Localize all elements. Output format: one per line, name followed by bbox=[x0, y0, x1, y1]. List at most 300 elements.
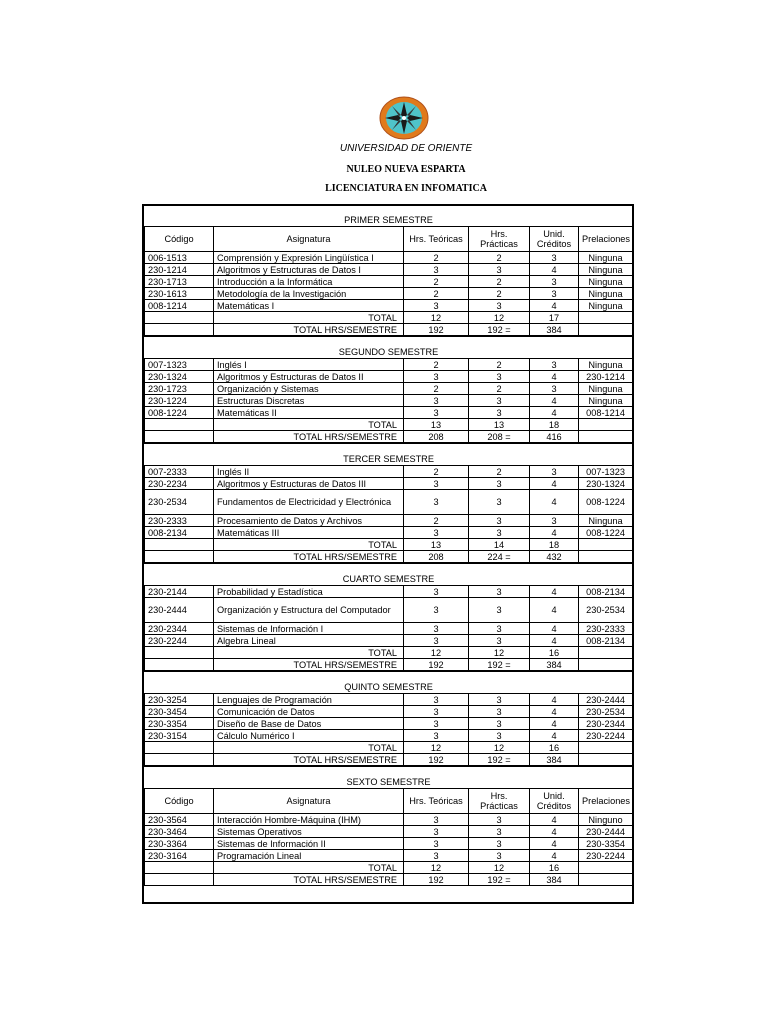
unid-creditos: 4 bbox=[530, 635, 579, 647]
total-hrs-row bbox=[145, 551, 633, 564]
total-value: 14 bbox=[469, 539, 530, 551]
semester-title-row bbox=[145, 563, 633, 586]
course-row bbox=[145, 264, 633, 276]
unid-creditos: 4 bbox=[530, 706, 579, 718]
total-value: 12 bbox=[469, 647, 530, 659]
hrs-teoricas: 3 bbox=[404, 598, 469, 623]
course-code: 230-2144 bbox=[145, 586, 214, 598]
empty-cell bbox=[579, 862, 633, 874]
hrs-teoricas: 3 bbox=[404, 264, 469, 276]
total-hrs-label: TOTAL HRS/SEMESTRE bbox=[214, 551, 404, 564]
prelaciones: 230-2244 bbox=[579, 730, 633, 742]
empty-cell bbox=[579, 659, 633, 672]
total-value: 13 bbox=[469, 419, 530, 431]
prelaciones: Ninguna bbox=[579, 276, 633, 288]
empty-cell bbox=[145, 551, 214, 564]
prelaciones: Ninguna bbox=[579, 252, 633, 264]
empty-cell bbox=[145, 539, 214, 551]
university-seal-logo bbox=[379, 96, 429, 140]
total-label: TOTAL bbox=[214, 419, 404, 431]
unid-creditos: 3 bbox=[530, 288, 579, 300]
course-row bbox=[145, 359, 633, 371]
course-code: 230-2534 bbox=[145, 490, 214, 515]
total-hrs-value: 416 bbox=[530, 431, 579, 444]
total-row bbox=[145, 647, 633, 659]
course-code: 230-3254 bbox=[145, 694, 214, 706]
course-row bbox=[145, 515, 633, 527]
total-label: TOTAL bbox=[214, 647, 404, 659]
prelaciones: 008-1214 bbox=[579, 407, 633, 419]
hrs-practicas: 2 bbox=[469, 252, 530, 264]
course-row bbox=[145, 623, 633, 635]
nucleo-title: NULEO NUEVA ESPARTA bbox=[346, 164, 466, 175]
total-hrs-value: 384 bbox=[530, 659, 579, 672]
prelaciones: 230-2333 bbox=[579, 623, 633, 635]
course-code: 230-1324 bbox=[145, 371, 214, 383]
hrs-practicas: 3 bbox=[469, 623, 530, 635]
hrs-teoricas: 2 bbox=[404, 359, 469, 371]
prelaciones: Ninguna bbox=[579, 395, 633, 407]
empty-cell bbox=[579, 312, 633, 324]
empty-cell bbox=[145, 647, 214, 659]
course-code: 007-2333 bbox=[145, 466, 214, 478]
course-code: 230-2344 bbox=[145, 623, 214, 635]
hrs-practicas: 3 bbox=[469, 490, 530, 515]
prelaciones: 230-1214 bbox=[579, 371, 633, 383]
course-row bbox=[145, 466, 633, 478]
hrs-teoricas: 2 bbox=[404, 466, 469, 478]
total-value: 16 bbox=[530, 742, 579, 754]
unid-creditos: 4 bbox=[530, 598, 579, 623]
course-name: Algoritmos y Estructuras de Datos III bbox=[214, 478, 404, 490]
prelaciones: Ninguna bbox=[579, 288, 633, 300]
prelaciones: Ninguna bbox=[579, 359, 633, 371]
course-row bbox=[145, 288, 633, 300]
course-row bbox=[145, 276, 633, 288]
curriculum-table-frame bbox=[142, 204, 634, 904]
course-name: Algebra Lineal bbox=[214, 635, 404, 647]
unid-creditos: 4 bbox=[530, 623, 579, 635]
course-code: 008-1214 bbox=[145, 300, 214, 312]
course-code: 230-3364 bbox=[145, 838, 214, 850]
total-value: 12 bbox=[404, 742, 469, 754]
course-code: 230-3564 bbox=[145, 814, 214, 826]
course-name: Programación Lineal bbox=[214, 850, 404, 862]
course-code: 230-3464 bbox=[145, 826, 214, 838]
prelaciones: 008-1224 bbox=[579, 490, 633, 515]
prelaciones: 230-2444 bbox=[579, 694, 633, 706]
total-row bbox=[145, 312, 633, 324]
header-codigo: Código bbox=[145, 789, 214, 814]
hrs-teoricas: 3 bbox=[404, 490, 469, 515]
empty-cell bbox=[579, 539, 633, 551]
hrs-practicas: 3 bbox=[469, 718, 530, 730]
hrs-teoricas: 3 bbox=[404, 623, 469, 635]
prelaciones: Ninguna bbox=[579, 515, 633, 527]
hrs-teoricas: 3 bbox=[404, 706, 469, 718]
total-value: 12 bbox=[404, 312, 469, 324]
empty-cell bbox=[145, 324, 214, 337]
course-row bbox=[145, 598, 633, 623]
course-row bbox=[145, 718, 633, 730]
total-value: 18 bbox=[530, 419, 579, 431]
unid-creditos: 4 bbox=[530, 850, 579, 862]
prelaciones: 230-2344 bbox=[579, 718, 633, 730]
unid-creditos: 3 bbox=[530, 383, 579, 395]
course-name: Organización y Sistemas bbox=[214, 383, 404, 395]
total-hrs-row bbox=[145, 754, 633, 767]
empty-cell bbox=[145, 312, 214, 324]
hrs-practicas: 3 bbox=[469, 407, 530, 419]
hrs-teoricas: 2 bbox=[404, 288, 469, 300]
column-header-row bbox=[145, 227, 633, 252]
prelaciones: Ninguna bbox=[579, 264, 633, 276]
hrs-teoricas: 3 bbox=[404, 826, 469, 838]
total-hrs-label: TOTAL HRS/SEMESTRE bbox=[214, 324, 404, 337]
course-code: 230-2333 bbox=[145, 515, 214, 527]
unid-creditos: 4 bbox=[530, 407, 579, 419]
unid-creditos: 4 bbox=[530, 694, 579, 706]
total-hrs-value: 192 = bbox=[469, 659, 530, 672]
hrs-teoricas: 3 bbox=[404, 478, 469, 490]
course-name: Inglés II bbox=[214, 466, 404, 478]
unid-creditos: 4 bbox=[530, 718, 579, 730]
total-value: 12 bbox=[469, 742, 530, 754]
header-hrs-teoricas: Hrs. Teóricas bbox=[404, 227, 469, 252]
unid-creditos: 3 bbox=[530, 359, 579, 371]
course-row bbox=[145, 838, 633, 850]
total-value: 16 bbox=[530, 647, 579, 659]
semester-title-row bbox=[145, 671, 633, 694]
unid-creditos: 4 bbox=[530, 527, 579, 539]
hrs-practicas: 2 bbox=[469, 288, 530, 300]
prelaciones: 230-1324 bbox=[579, 478, 633, 490]
prelaciones: 230-3354 bbox=[579, 838, 633, 850]
hrs-teoricas: 3 bbox=[404, 371, 469, 383]
hrs-practicas: 2 bbox=[469, 383, 530, 395]
course-row bbox=[145, 490, 633, 515]
header-codigo: Código bbox=[145, 227, 214, 252]
unid-creditos: 4 bbox=[530, 371, 579, 383]
hrs-teoricas: 3 bbox=[404, 718, 469, 730]
prelaciones: 230-2534 bbox=[579, 598, 633, 623]
total-hrs-label: TOTAL HRS/SEMESTRE bbox=[214, 874, 404, 886]
header-unid-creditos: Unid. Créditos bbox=[530, 227, 579, 252]
total-value: 13 bbox=[404, 419, 469, 431]
course-code: 230-1713 bbox=[145, 276, 214, 288]
semester-title: SEXTO SEMESTRE bbox=[145, 766, 633, 789]
column-header-row bbox=[145, 789, 633, 814]
course-code: 230-3164 bbox=[145, 850, 214, 862]
total-value: 12 bbox=[404, 862, 469, 874]
empty-cell bbox=[145, 874, 214, 886]
course-row bbox=[145, 527, 633, 539]
prelaciones: 230-2244 bbox=[579, 850, 633, 862]
hrs-teoricas: 3 bbox=[404, 586, 469, 598]
hrs-teoricas: 3 bbox=[404, 730, 469, 742]
hrs-practicas: 3 bbox=[469, 850, 530, 862]
course-row bbox=[145, 252, 633, 264]
semester-title-row bbox=[145, 336, 633, 359]
course-name: Sistemas Operativos bbox=[214, 826, 404, 838]
hrs-teoricas: 2 bbox=[404, 515, 469, 527]
hrs-practicas: 3 bbox=[469, 814, 530, 826]
program-title: LICENCIATURA EN INFOMATICA bbox=[325, 183, 487, 194]
course-code: 006-1513 bbox=[145, 252, 214, 264]
total-row bbox=[145, 539, 633, 551]
course-row bbox=[145, 635, 633, 647]
total-hrs-value: 192 bbox=[404, 659, 469, 672]
unid-creditos: 3 bbox=[530, 252, 579, 264]
course-row bbox=[145, 371, 633, 383]
course-name: Diseño de Base de Datos bbox=[214, 718, 404, 730]
course-code: 008-1224 bbox=[145, 407, 214, 419]
course-code: 230-3454 bbox=[145, 706, 214, 718]
total-row bbox=[145, 742, 633, 754]
course-name: Lenguajes de Programación bbox=[214, 694, 404, 706]
course-row bbox=[145, 694, 633, 706]
unid-creditos: 4 bbox=[530, 264, 579, 276]
hrs-practicas: 2 bbox=[469, 276, 530, 288]
course-row bbox=[145, 407, 633, 419]
total-label: TOTAL bbox=[214, 539, 404, 551]
course-name: Matemáticas II bbox=[214, 407, 404, 419]
unid-creditos: 4 bbox=[530, 478, 579, 490]
empty-cell bbox=[579, 324, 633, 337]
total-value: 16 bbox=[530, 862, 579, 874]
empty-cell bbox=[579, 754, 633, 767]
course-name: Procesamiento de Datos y Archivos bbox=[214, 515, 404, 527]
hrs-practicas: 3 bbox=[469, 838, 530, 850]
total-hrs-value: 208 = bbox=[469, 431, 530, 444]
hrs-teoricas: 2 bbox=[404, 252, 469, 264]
total-hrs-value: 192 = bbox=[469, 874, 530, 886]
empty-cell bbox=[145, 742, 214, 754]
prelaciones: 008-1224 bbox=[579, 527, 633, 539]
empty-cell bbox=[145, 754, 214, 767]
course-name: Sistemas de Información II bbox=[214, 838, 404, 850]
header-unid-creditos: Unid. Créditos bbox=[530, 789, 579, 814]
course-code: 007-1323 bbox=[145, 359, 214, 371]
total-value: 12 bbox=[469, 312, 530, 324]
university-name: UNIVERSIDAD DE ORIENTE bbox=[339, 143, 473, 154]
empty-cell bbox=[145, 659, 214, 672]
course-code: 230-1214 bbox=[145, 264, 214, 276]
prelaciones: 230-2444 bbox=[579, 826, 633, 838]
total-value: 18 bbox=[530, 539, 579, 551]
course-name: Comunicación de Datos bbox=[214, 706, 404, 718]
total-hrs-label: TOTAL HRS/SEMESTRE bbox=[214, 659, 404, 672]
course-code: 230-2234 bbox=[145, 478, 214, 490]
hrs-teoricas: 3 bbox=[404, 300, 469, 312]
hrs-practicas: 3 bbox=[469, 598, 530, 623]
unid-creditos: 4 bbox=[530, 730, 579, 742]
total-value: 12 bbox=[404, 647, 469, 659]
unid-creditos: 4 bbox=[530, 586, 579, 598]
course-name: Algoritmos y Estructuras de Datos II bbox=[214, 371, 404, 383]
header-asignatura: Asignatura bbox=[214, 227, 404, 252]
total-hrs-value: 384 bbox=[530, 874, 579, 886]
unid-creditos: 4 bbox=[530, 490, 579, 515]
total-value: 12 bbox=[469, 862, 530, 874]
unid-creditos: 4 bbox=[530, 395, 579, 407]
unid-creditos: 3 bbox=[530, 466, 579, 478]
course-code: 230-3154 bbox=[145, 730, 214, 742]
header-hrs-practicas: Hrs. Prácticas bbox=[469, 227, 530, 252]
header-prelaciones: Prelaciones bbox=[579, 789, 633, 814]
empty-cell bbox=[579, 431, 633, 444]
total-hrs-row bbox=[145, 324, 633, 337]
hrs-practicas: 2 bbox=[469, 359, 530, 371]
course-name: Interacción Hombre-Máquina (IHM) bbox=[214, 814, 404, 826]
empty-cell bbox=[145, 419, 214, 431]
header-hrs-teoricas: Hrs. Teóricas bbox=[404, 789, 469, 814]
total-value: 17 bbox=[530, 312, 579, 324]
course-name: Fundamentos de Electricidad y Electrónica bbox=[214, 490, 404, 515]
total-label: TOTAL bbox=[214, 312, 404, 324]
course-name: Metodología de la Investigación bbox=[214, 288, 404, 300]
hrs-practicas: 3 bbox=[469, 515, 530, 527]
total-hrs-value: 432 bbox=[530, 551, 579, 564]
hrs-practicas: 3 bbox=[469, 730, 530, 742]
total-hrs-value: 384 bbox=[530, 754, 579, 767]
empty-cell bbox=[579, 551, 633, 564]
course-name: Introducción a la Informática bbox=[214, 276, 404, 288]
total-hrs-value: 208 bbox=[404, 551, 469, 564]
prelaciones: 007-1323 bbox=[579, 466, 633, 478]
hrs-practicas: 2 bbox=[469, 466, 530, 478]
course-row bbox=[145, 586, 633, 598]
total-hrs-value: 192 bbox=[404, 874, 469, 886]
prelaciones: Ninguna bbox=[579, 300, 633, 312]
course-code: 230-3354 bbox=[145, 718, 214, 730]
course-row bbox=[145, 850, 633, 862]
course-row bbox=[145, 826, 633, 838]
course-row bbox=[145, 478, 633, 490]
course-name: Matemáticas III bbox=[214, 527, 404, 539]
hrs-teoricas: 3 bbox=[404, 395, 469, 407]
total-label: TOTAL bbox=[214, 742, 404, 754]
empty-cell bbox=[145, 431, 214, 444]
course-name: Probabilidad y Estadística bbox=[214, 586, 404, 598]
course-row bbox=[145, 706, 633, 718]
semester-title: TERCER SEMESTRE bbox=[145, 443, 633, 466]
hrs-practicas: 3 bbox=[469, 826, 530, 838]
course-row bbox=[145, 300, 633, 312]
total-hrs-value: 192 = bbox=[469, 324, 530, 337]
prelaciones: 230-2534 bbox=[579, 706, 633, 718]
unid-creditos: 4 bbox=[530, 300, 579, 312]
total-label: TOTAL bbox=[214, 862, 404, 874]
empty-cell bbox=[579, 742, 633, 754]
hrs-teoricas: 3 bbox=[404, 407, 469, 419]
semester-title-row bbox=[145, 443, 633, 466]
hrs-teoricas: 3 bbox=[404, 527, 469, 539]
unid-creditos: 4 bbox=[530, 838, 579, 850]
empty-cell bbox=[579, 419, 633, 431]
hrs-practicas: 3 bbox=[469, 706, 530, 718]
total-hrs-label: TOTAL HRS/SEMESTRE bbox=[214, 431, 404, 444]
hrs-practicas: 3 bbox=[469, 635, 530, 647]
hrs-teoricas: 3 bbox=[404, 694, 469, 706]
semester-title: CUARTO SEMESTRE bbox=[145, 563, 633, 586]
course-code: 230-1723 bbox=[145, 383, 214, 395]
prelaciones: Ninguna bbox=[579, 383, 633, 395]
empty-cell bbox=[579, 874, 633, 886]
header-asignatura: Asignatura bbox=[214, 789, 404, 814]
unid-creditos: 4 bbox=[530, 826, 579, 838]
prelaciones: 008-2134 bbox=[579, 586, 633, 598]
hrs-practicas: 3 bbox=[469, 694, 530, 706]
hrs-teoricas: 2 bbox=[404, 276, 469, 288]
total-hrs-value: 192 bbox=[404, 324, 469, 337]
empty-cell bbox=[145, 862, 214, 874]
total-hrs-value: 192 bbox=[404, 754, 469, 767]
hrs-teoricas: 3 bbox=[404, 850, 469, 862]
course-name: Comprensión y Expresión Lingüística I bbox=[214, 252, 404, 264]
course-row bbox=[145, 814, 633, 826]
hrs-practicas: 3 bbox=[469, 371, 530, 383]
empty-cell bbox=[579, 647, 633, 659]
course-name: Matemáticas I bbox=[214, 300, 404, 312]
semester-title-row bbox=[145, 766, 633, 789]
prelaciones: Ninguno bbox=[579, 814, 633, 826]
hrs-practicas: 3 bbox=[469, 395, 530, 407]
total-row bbox=[145, 862, 633, 874]
course-code: 230-2244 bbox=[145, 635, 214, 647]
course-code: 230-1224 bbox=[145, 395, 214, 407]
hrs-teoricas: 3 bbox=[404, 814, 469, 826]
total-hrs-value: 208 bbox=[404, 431, 469, 444]
unid-creditos: 3 bbox=[530, 515, 579, 527]
course-code: 230-1613 bbox=[145, 288, 214, 300]
total-hrs-label: TOTAL HRS/SEMESTRE bbox=[214, 754, 404, 767]
total-hrs-row bbox=[145, 874, 633, 886]
total-hrs-value: 192 = bbox=[469, 754, 530, 767]
total-hrs-value: 384 bbox=[530, 324, 579, 337]
course-row bbox=[145, 383, 633, 395]
hrs-teoricas: 3 bbox=[404, 635, 469, 647]
unid-creditos: 4 bbox=[530, 814, 579, 826]
hrs-teoricas: 2 bbox=[404, 383, 469, 395]
hrs-practicas: 3 bbox=[469, 527, 530, 539]
unid-creditos: 3 bbox=[530, 276, 579, 288]
hrs-teoricas: 3 bbox=[404, 838, 469, 850]
semester-title: QUINTO SEMESTRE bbox=[145, 671, 633, 694]
total-hrs-row bbox=[145, 431, 633, 444]
hrs-practicas: 3 bbox=[469, 300, 530, 312]
total-value: 13 bbox=[404, 539, 469, 551]
course-name: Algoritmos y Estructuras de Datos I bbox=[214, 264, 404, 276]
course-name: Inglés I bbox=[214, 359, 404, 371]
course-code: 008-2134 bbox=[145, 527, 214, 539]
curriculum-table bbox=[144, 206, 633, 886]
course-name: Sistemas de Información I bbox=[214, 623, 404, 635]
hrs-practicas: 3 bbox=[469, 586, 530, 598]
course-row bbox=[145, 395, 633, 407]
total-hrs-row bbox=[145, 659, 633, 672]
semester-title: PRIMER SEMESTRE bbox=[145, 206, 633, 227]
total-row bbox=[145, 419, 633, 431]
semester-title-row bbox=[145, 206, 633, 227]
header-hrs-practicas: Hrs. Prácticas bbox=[469, 789, 530, 814]
hrs-practicas: 3 bbox=[469, 264, 530, 276]
prelaciones: 008-2134 bbox=[579, 635, 633, 647]
course-name: Estructuras Discretas bbox=[214, 395, 404, 407]
semester-title: SEGUNDO SEMESTRE bbox=[145, 336, 633, 359]
course-code: 230-2444 bbox=[145, 598, 214, 623]
course-row bbox=[145, 730, 633, 742]
